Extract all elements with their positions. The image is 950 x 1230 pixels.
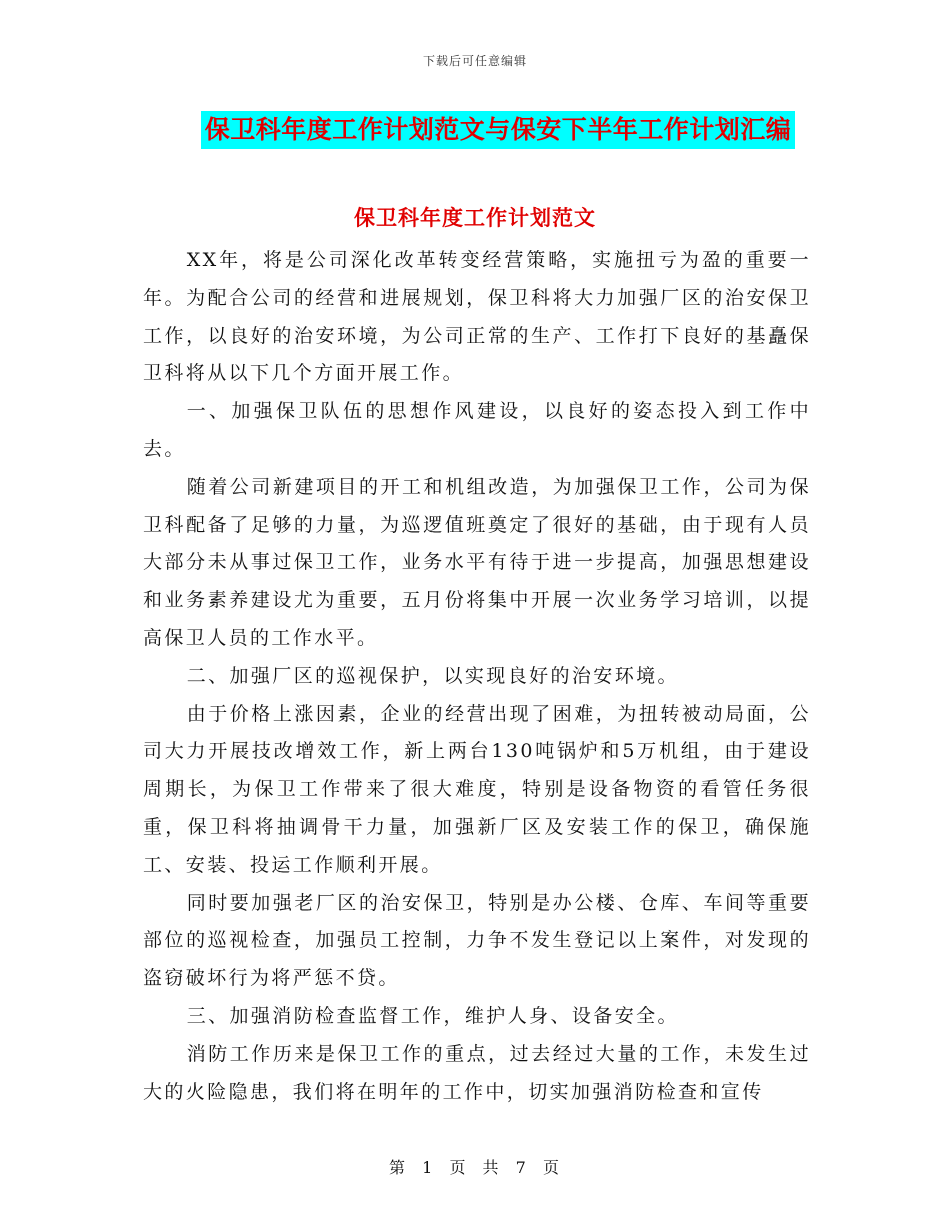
page-footer [0, 1155, 950, 1178]
current-page-number: 1 [422, 1158, 435, 1177]
paragraph: XX年，将是公司深化改革转变经营策略，实施扭亏为盈的重要一年。为配合公司的经营和进展规划，保卫科将大力加强厂区的治安保卫工作，以良好的治安环境，为公司正常的生产、工作打下良好的基矗保卫科将从以下几个方面开展工作。 [143, 249, 811, 385]
paragraph: 一、加强保卫队伍的思想作风建设，以良好的姿态投入到工作中去。 [143, 400, 811, 460]
total-pages-number: 7 [515, 1158, 528, 1177]
footer-label-page-unit: 页 [449, 1158, 468, 1177]
main-title: 保卫科年度工作计划范文与保安下半年工作计划汇编 [201, 111, 796, 149]
sub-title: 保卫科年度工作计划范文 [354, 205, 596, 230]
body-text [143, 242, 811, 1111]
paragraph: 二、加强厂区的巡视保护，以实现良好的治安环境。 [186, 664, 679, 687]
header-note: 下载后可任意编辑 [422, 54, 527, 68]
footer-label-page: 第 [389, 1158, 408, 1177]
paragraph: 消防工作历来是保卫工作的重点，过去经过大量的工作，未发生过大的火险隐患，我们将在明年的工作中，切实加强消防检查和宣传 [143, 1042, 811, 1103]
paragraph: 同时要加强老厂区的治安保卫，特别是办公楼、仓库、车间等重要部位的巡视检查，加强员工控制，力争不发生登记以上案件，对发现的盗窃破坏行为将严惩不贷。 [143, 891, 811, 990]
footer-label-total: 共 [482, 1158, 501, 1177]
paragraph: 由于价格上涨因素，企业的经营出现了困难，为扭转被动局面，公司大力开展技改增效工作，新上两台130吨锅炉和5万机组，由于建设周期长，为保卫工作带来了很大难度，特别是设备物资的看管任务很重，保卫科将抽调骨干力量，加强新厂区及安装工作的保卫，确保施工、安装、投运工作顺利开展。 [143, 702, 811, 876]
paragraph: 三、加强消防检查监督工作，维护人身、设备安全。 [186, 1004, 679, 1027]
paragraph: 随着公司新建项目的开工和机组改造，为加强保卫工作，公司为保卫科配备了足够的力量，为巡逻值班奠定了很好的基础，由于现有人员大部分未从事过保卫工作，业务水平有待于进一步提高，加强思想建设和业务素养建设尤为重要，五月份将集中开展一次业务学习培训，以提高保卫人员的工作水平。 [143, 475, 811, 649]
footer-label-total-unit: 页 [542, 1158, 561, 1177]
main-title-container [0, 111, 950, 149]
